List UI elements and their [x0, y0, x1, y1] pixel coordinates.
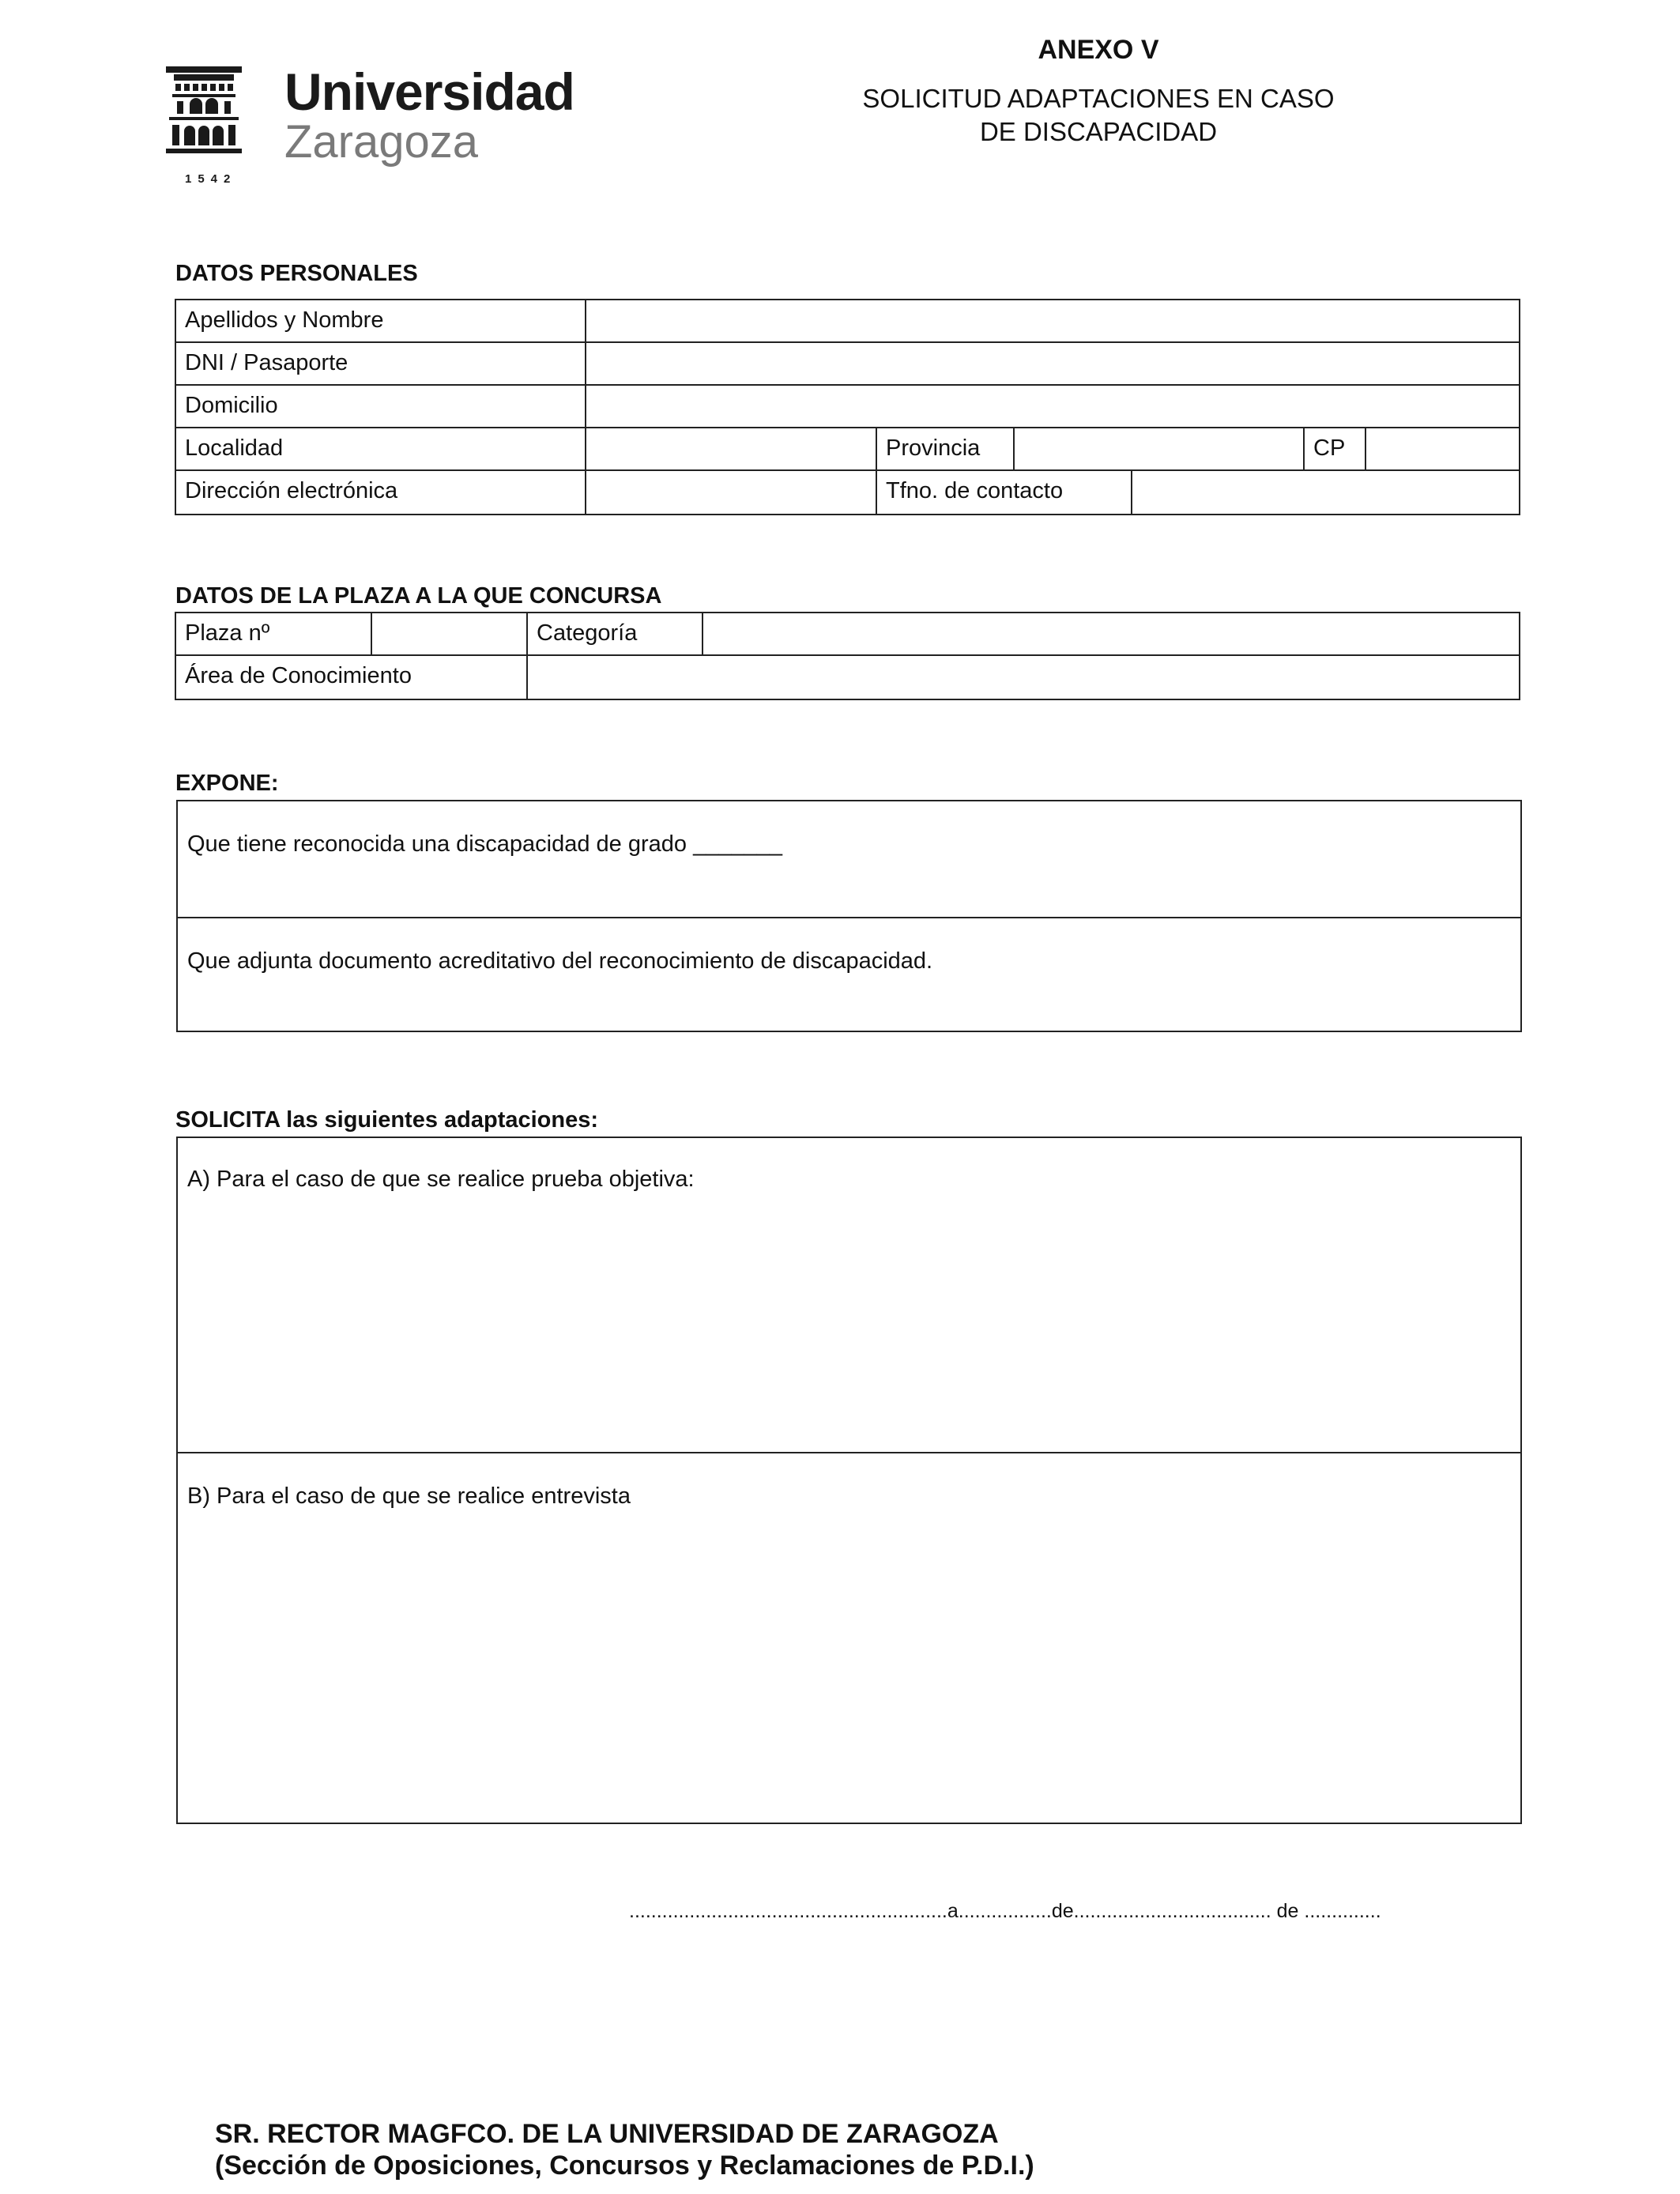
cp-label-cell	[1305, 428, 1366, 469]
position-data-table	[175, 612, 1520, 700]
contact-row	[176, 471, 1519, 514]
category-field[interactable]	[703, 613, 1519, 654]
province-field[interactable]	[1015, 428, 1305, 469]
name-row	[176, 300, 1519, 343]
email-label: Dirección electrónica	[185, 478, 398, 503]
dni-row	[176, 343, 1519, 386]
town-field[interactable]	[586, 428, 877, 469]
cp-label: CP	[1313, 435, 1346, 461]
plaza-row	[176, 613, 1519, 656]
town-row	[176, 428, 1519, 471]
annex-number: ANEXO V	[1038, 35, 1159, 65]
logo-year: 1542	[185, 172, 237, 186]
plaza-label-cell	[176, 613, 372, 654]
solicita-box	[176, 1137, 1522, 1824]
interview-label: B) Para el caso de que se realice entrevista	[187, 1483, 631, 1509]
town-label-cell	[176, 428, 586, 469]
expone-box	[176, 800, 1522, 1032]
phone-field[interactable]	[1132, 471, 1519, 514]
area-label: Área de Conocimiento	[185, 663, 412, 688]
address-row	[176, 386, 1519, 428]
phone-label-cell	[877, 471, 1132, 514]
email-field[interactable]	[586, 471, 877, 514]
university-logo	[164, 63, 591, 190]
recipient-line1: SR. RECTOR MAGFCO. DE LA UNIVERSIDAD DE ZARAGOZA	[215, 2119, 999, 2149]
town-label: Localidad	[185, 435, 284, 461]
email-label-cell	[176, 471, 586, 514]
attached-document-statement: Que adjunta documento acreditativo del reconocimiento de discapacidad.	[187, 948, 933, 974]
building-emblem-icon	[164, 65, 243, 172]
document-title-line1: SOLICITUD ADAPTACIONES EN CASO	[862, 84, 1335, 113]
disability-degree-statement: Que tiene reconocida una discapacidad de grado _______	[187, 831, 782, 857]
recipient-block	[215, 2118, 1034, 2181]
cp-field[interactable]	[1366, 428, 1519, 469]
area-row	[176, 656, 1519, 699]
solicita-heading: SOLICITA las siguientes adaptaciones:	[175, 1107, 599, 1133]
interview-section[interactable]	[178, 1452, 1520, 1823]
logo-city-word: Zaragoza	[284, 116, 479, 168]
dni-label-cell	[176, 343, 586, 384]
province-label-cell	[877, 428, 1015, 469]
address-field[interactable]	[586, 386, 1519, 427]
name-field[interactable]	[586, 300, 1519, 341]
area-field[interactable]	[528, 656, 1519, 699]
position-data-heading: DATOS DE LA PLAZA A LA QUE CONCURSA	[175, 583, 662, 609]
province-label: Provincia	[886, 435, 981, 461]
personal-data-table	[175, 299, 1520, 515]
category-label-cell	[528, 613, 703, 654]
logo-university-word: Universidad	[284, 62, 574, 121]
expone-heading: EXPONE:	[175, 771, 279, 796]
document-title	[822, 82, 1375, 149]
objective-test-section[interactable]	[178, 1138, 1520, 1452]
category-label: Categoría	[537, 620, 638, 646]
dni-field[interactable]	[586, 343, 1519, 384]
plaza-label: Plaza nº	[185, 620, 270, 646]
name-label: Apellidos y Nombre	[185, 307, 384, 333]
objective-test-label: A) Para el caso de que se realice prueba objetiva:	[187, 1167, 695, 1192]
plaza-field[interactable]	[372, 613, 528, 654]
phone-label: Tfno. de contacto	[886, 478, 1064, 503]
recipient-line2: (Sección de Oposiciones, Concursos y Reclamaciones de P.D.I.)	[215, 2151, 1034, 2181]
document-title-line2: DE DISCAPACIDAD	[979, 117, 1218, 146]
area-label-cell	[176, 656, 528, 699]
address-label: Domicilio	[185, 393, 278, 418]
name-label-cell	[176, 300, 586, 341]
personal-data-heading: DATOS PERSONALES	[175, 261, 418, 286]
address-label-cell	[176, 386, 586, 427]
place-date-line: ..........................................................a.................de.................................... de ..............	[629, 1900, 1381, 1922]
expone-section-1[interactable]	[178, 801, 1520, 917]
expone-section-2[interactable]	[178, 917, 1520, 1031]
dni-label: DNI / Pasaporte	[185, 350, 348, 375]
